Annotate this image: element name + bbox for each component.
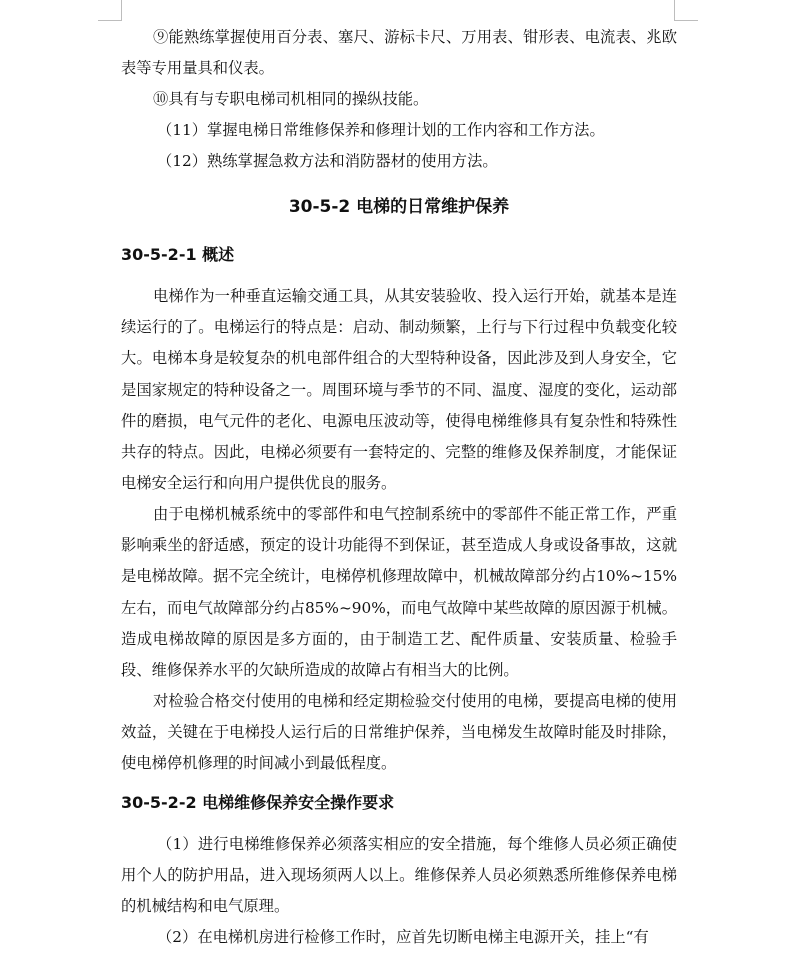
paragraph-safety-2: （2）在电梯机房进行检修工作时，应首先切断电梯主电源开关，挂上“有 xyxy=(157,928,649,946)
paragraph-safety-1: （1）进行电梯维修保养必须落实相应的安全措施，每个维修人员必须正确使用个人的防护用品，进入现场须两人以上。维修保养人员必须熟悉所维修保养电梯的机械结构和电气原理。 xyxy=(121,835,677,916)
subsection-title-overview: 30-5-2-1 概述 xyxy=(121,245,235,264)
list-item-11: （11）掌握电梯日常维修保养和修理计划的工作内容和工作方法。 xyxy=(157,121,605,139)
crop-mark-top-right xyxy=(674,0,675,20)
list-item-12: （12）熟练掌握急救方法和消防器材的使用方法。 xyxy=(157,152,498,170)
paragraph-overview-3: 对检验合格交付使用的电梯和经定期检验交付使用的电梯，要提高电梯的使用效益，关键在于电梯投人运行后的日常维护保养，当电梯发生故障时能及时排除，使电梯停机修理的时间减小到最低程度。 xyxy=(121,692,677,773)
crop-mark-top-right-horizontal xyxy=(674,20,698,21)
paragraph-overview-2: 由于电梯机械系统中的零部件和电气控制系统中的零部件不能正常工作，严重影响乘坐的舒适感，预定的设计功能得不到保证，甚至造成人身或设备事故，这就是电梯故障。据不完全统计，电梯停机修理故障中，机械故障部分约占10%~15%左右，而电气故障部分约占85%~90%，而电气故障中某些故障的原因源于机械。造成电梯故障的原因是多方面的，由于制造工艺、配件质量、安装质量、检验手段、维修保养水平的欠缺所造成的故障占有相当大的比例。 xyxy=(121,505,677,680)
list-item-10: ⑩具有与专职电梯司机相同的操纵技能。 xyxy=(153,90,429,108)
section-title: 30-5-2 电梯的日常维护保养 xyxy=(288,197,510,217)
paragraph-overview-1: 电梯作为一种垂直运输交通工具，从其安装验收、投入运行开始，就基本是连续运行的了。电梯运行的特点是：启动、制动频繁，上行与下行过程中负载变化较大。电梯本身是较复杂的机电部件组合的大型特种设备，因此涉及到人身安全，它是国家规定的特种设备之一。周围环境与季节的不同、温度、湿度的变化，运动部件的磨损，电气元件的老化、电源电压波动等，使得电梯维修具有复杂性和特殊性共存的特点。因此，电梯必须要有一套特定的、完整的维修及保养制度，才能保证电梯安全运行和向用户提供优良的服务。 xyxy=(121,287,677,493)
list-item-9: ⑨能熟练掌握使用百分表、塞尺、游标卡尺、万用表、钳形表、电流表、兆欧表等专用量具和仪表。 xyxy=(121,28,677,78)
crop-mark-top-left-horizontal xyxy=(98,20,122,21)
subsection-title-safety: 30-5-2-2 电梯维修保养安全操作要求 xyxy=(121,793,395,812)
crop-mark-top-left xyxy=(121,0,122,20)
